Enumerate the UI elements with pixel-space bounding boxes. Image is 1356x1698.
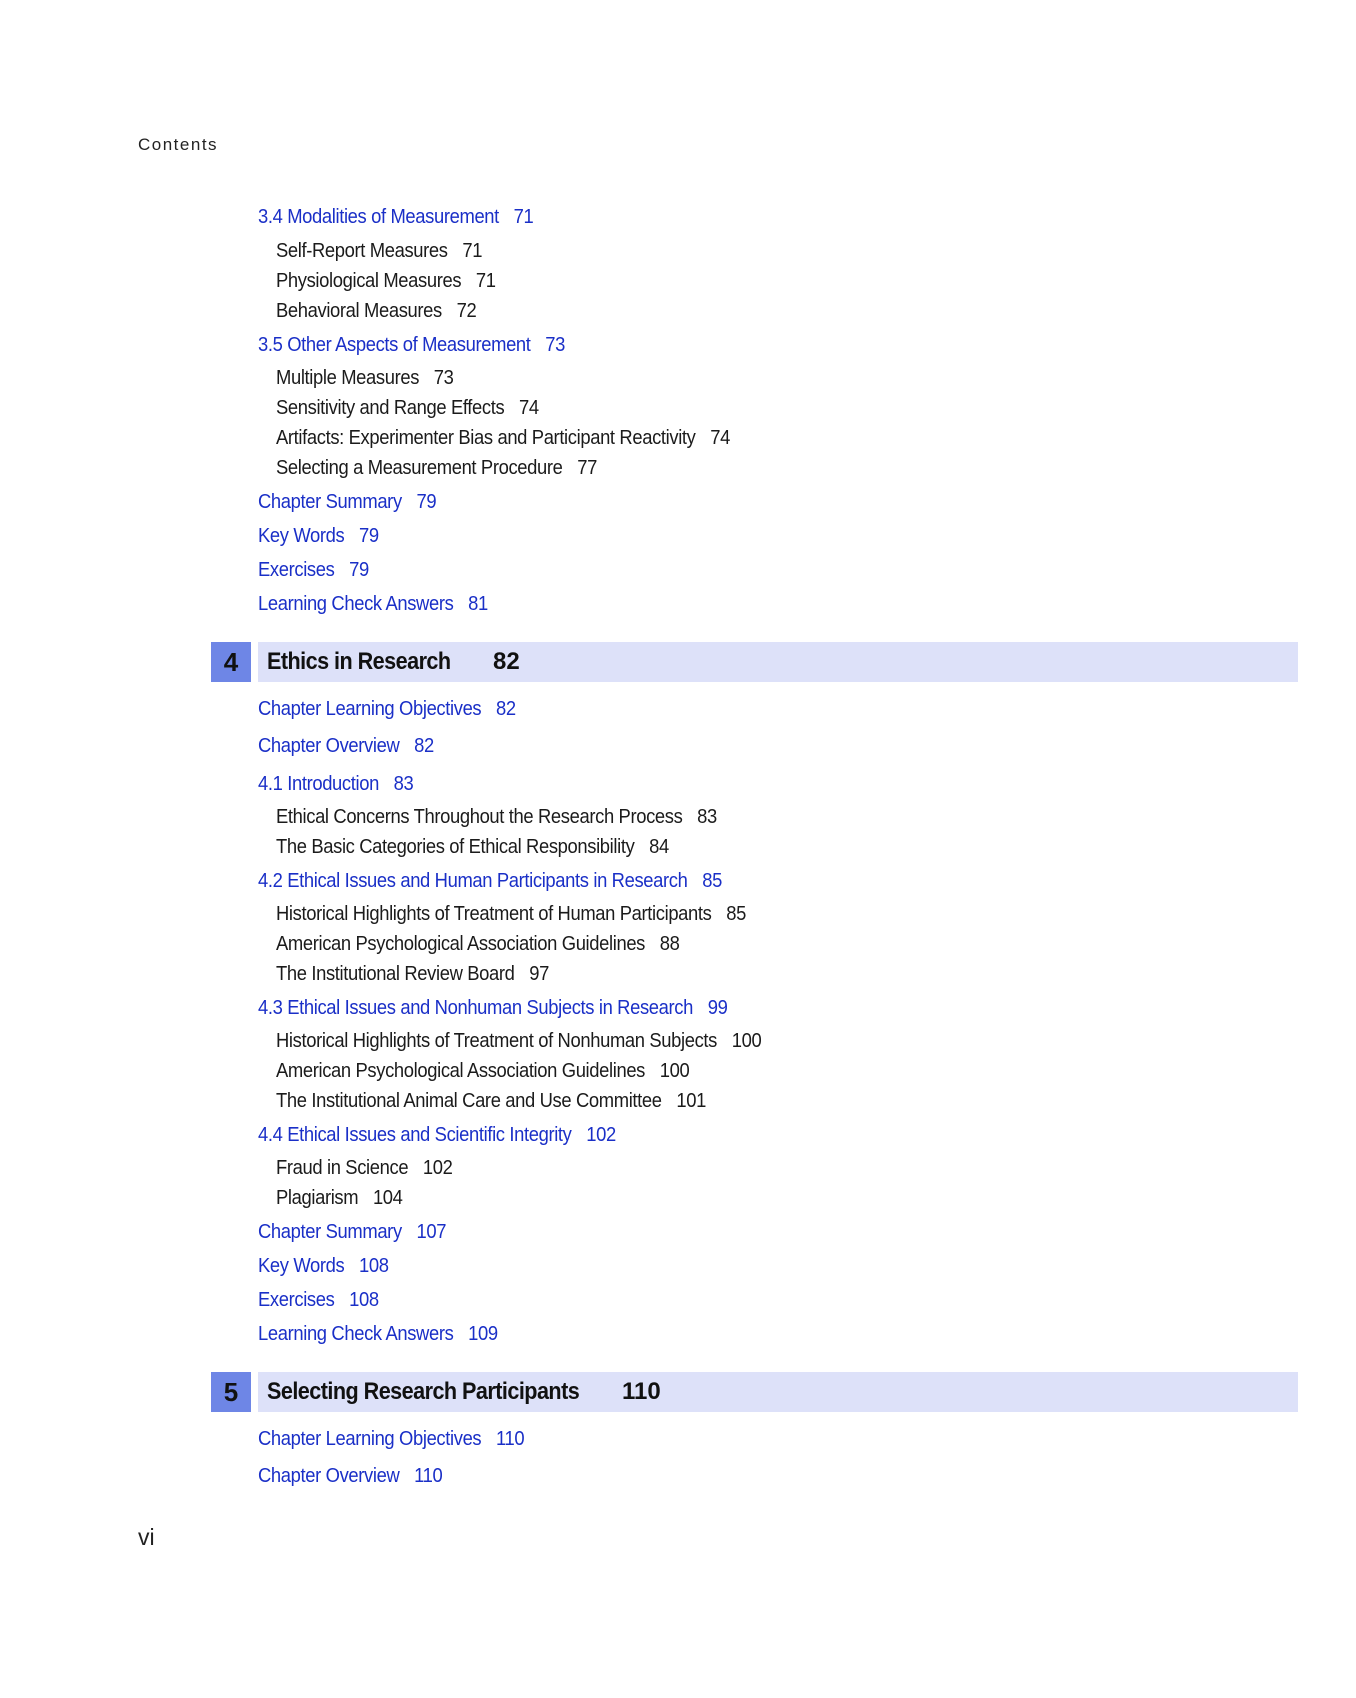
- toc-entry-title: 4.4 Ethical Issues and Scientific Integrity: [258, 1124, 572, 1146]
- toc-page-number: 99: [707, 997, 728, 1019]
- toc-link[interactable]: [258, 1124, 616, 1147]
- chapter-number-badge: 5: [211, 1372, 251, 1412]
- toc-entry-title: Chapter Overview: [258, 735, 400, 757]
- toc-page-number: 79: [349, 559, 369, 581]
- toc-page-number: 74: [710, 427, 730, 449]
- toc-entry-title: Historical Highlights of Treatment of Human Participants: [276, 903, 712, 925]
- toc-subentry: [276, 836, 669, 859]
- toc-link[interactable]: [258, 870, 722, 893]
- toc-entry-title: Chapter Summary: [258, 491, 402, 513]
- toc-entry-title: Sensitivity and Range Effects: [276, 397, 505, 419]
- toc-page-number: 85: [702, 870, 722, 892]
- toc-link[interactable]: [258, 997, 727, 1020]
- toc-entry-title: The Basic Categories of Ethical Responsibility: [276, 836, 635, 858]
- toc-page-number: 102: [586, 1124, 616, 1146]
- toc-page-number: 100: [659, 1060, 690, 1082]
- toc-page-number: 88: [659, 933, 680, 955]
- toc-page-number: 107: [416, 1221, 447, 1243]
- toc-entry-title: Chapter Learning Objectives: [258, 698, 482, 720]
- toc-entry-title: Artifacts: Experimenter Bias and Participant Reactivity: [276, 427, 696, 449]
- toc-link[interactable]: [258, 1465, 442, 1488]
- toc-link[interactable]: [258, 698, 516, 721]
- toc-page-number: 85: [726, 903, 746, 925]
- toc-entry-title: American Psychological Association Guidelines: [276, 1060, 646, 1082]
- toc-page-number: 108: [349, 1289, 379, 1311]
- toc-subentry: [276, 270, 496, 293]
- toc-page-number: 71: [513, 206, 534, 228]
- toc-entry-title: The Institutional Animal Care and Use Committee: [276, 1090, 662, 1112]
- toc-subentry: [276, 963, 549, 986]
- toc-page-number: 73: [545, 334, 566, 356]
- running-head: Contents: [138, 135, 219, 154]
- toc-link[interactable]: [258, 334, 565, 357]
- toc-subentry: [276, 1187, 403, 1210]
- toc-page-number: 108: [359, 1255, 389, 1277]
- toc-entry-title: Ethical Concerns Throughout the Research Process: [276, 806, 683, 828]
- toc-link[interactable]: [258, 773, 413, 796]
- toc-page-number: 82: [414, 735, 434, 757]
- toc-page-number: 82: [495, 698, 516, 720]
- toc-page-number: 110: [414, 1465, 443, 1487]
- toc-link[interactable]: [258, 1289, 379, 1312]
- toc-link[interactable]: [258, 525, 379, 548]
- toc-subentry: [276, 1090, 706, 1113]
- chapter-page-number: 110: [622, 1378, 661, 1405]
- toc-entry-title: Chapter Overview: [258, 1465, 400, 1487]
- toc-entry-title: Exercises: [258, 559, 335, 581]
- toc-entry-title: Self-Report Measures: [276, 240, 448, 262]
- toc-entry-title: Key Words: [258, 1255, 345, 1277]
- toc-page-number: 79: [359, 525, 379, 547]
- toc-entry-title: 3.4 Modalities of Measurement: [258, 206, 499, 228]
- chapter-number-badge: 4: [211, 642, 251, 682]
- chapter-title: Selecting Research Participants: [267, 1378, 580, 1405]
- toc-link[interactable]: [258, 1428, 524, 1451]
- toc-link[interactable]: [258, 206, 533, 229]
- toc-subentry: [276, 933, 679, 956]
- toc-link[interactable]: [258, 491, 436, 514]
- toc-subentry: [276, 397, 539, 420]
- toc-entry-title: Physiological Measures: [276, 270, 462, 292]
- toc-entry-title: Multiple Measures: [276, 367, 420, 389]
- toc-link[interactable]: [258, 559, 369, 582]
- toc-page-number: 83: [697, 806, 717, 828]
- chapter-title: Ethics in Research: [267, 648, 451, 675]
- toc-entry-title: Behavioral Measures: [276, 300, 442, 322]
- toc-link[interactable]: [258, 1255, 389, 1278]
- toc-entry-title: Learning Check Answers: [258, 1323, 454, 1345]
- toc-page-number: 83: [393, 773, 414, 795]
- toc-page-number: 84: [649, 836, 669, 858]
- toc-link[interactable]: [258, 735, 434, 758]
- toc-link[interactable]: [258, 1221, 446, 1244]
- toc-entry-title: Chapter Summary: [258, 1221, 402, 1243]
- toc-entry-title: The Institutional Review Board: [276, 963, 515, 985]
- page-folio: vi: [138, 1524, 155, 1550]
- toc-entry-title: 3.5 Other Aspects of Measurement: [258, 334, 531, 356]
- toc-subentry: [276, 240, 482, 263]
- toc-entry-title: Learning Check Answers: [258, 593, 454, 615]
- toc-page-number: 77: [577, 457, 597, 479]
- chapter-heading-4[interactable]: [211, 642, 1298, 682]
- toc-subentry: [276, 367, 454, 390]
- toc-link[interactable]: [258, 593, 488, 616]
- toc-entry-title: Key Words: [258, 525, 345, 547]
- toc-page-number: 79: [416, 491, 437, 513]
- toc-page-number: 71: [462, 240, 483, 262]
- toc-link[interactable]: [258, 1323, 498, 1346]
- toc-subentry: [276, 300, 476, 323]
- toc-subentry: [276, 427, 730, 450]
- toc-entry-title: 4.2 Ethical Issues and Human Participants in Research: [258, 870, 688, 892]
- toc-page-number: 97: [529, 963, 549, 985]
- toc-entry-title: Selecting a Measurement Procedure: [276, 457, 563, 479]
- toc-page-number: 74: [519, 397, 539, 419]
- toc-entry-title: Exercises: [258, 1289, 335, 1311]
- toc-entry-title: Historical Highlights of Treatment of Nonhuman Subjects: [276, 1030, 718, 1052]
- chapter-page-number: 82: [493, 648, 520, 675]
- toc-page-number: 109: [468, 1323, 498, 1345]
- toc-page-number: 104: [372, 1187, 403, 1209]
- toc-entry-title: 4.3 Ethical Issues and Nonhuman Subjects in Research: [258, 997, 694, 1019]
- toc-entry-title: Fraud in Science: [276, 1157, 409, 1179]
- toc-page-number: 81: [468, 593, 488, 615]
- toc-page-number: 73: [433, 367, 454, 389]
- toc-page-number: 102: [422, 1157, 453, 1179]
- toc-entry-title: 4.1 Introduction: [258, 773, 379, 795]
- toc-subentry: [276, 806, 717, 829]
- toc-entry-title: American Psychological Association Guidelines: [276, 933, 646, 955]
- toc-page-number: 71: [475, 270, 496, 292]
- toc-subentry: [276, 457, 597, 480]
- toc-subentry: [276, 1030, 761, 1053]
- toc-page-number: 72: [456, 300, 477, 322]
- toc-subentry: [276, 1060, 689, 1083]
- toc-entry-title: Chapter Learning Objectives: [258, 1428, 482, 1450]
- toc-page-number: 110: [495, 1428, 525, 1450]
- chapter-heading-5[interactable]: [211, 1372, 1298, 1412]
- toc-page-number: 101: [676, 1090, 706, 1112]
- toc-entry-title: Plagiarism: [276, 1187, 359, 1209]
- toc-subentry: [276, 1157, 453, 1180]
- toc-subentry: [276, 903, 746, 926]
- toc-page-number: 100: [731, 1030, 762, 1052]
